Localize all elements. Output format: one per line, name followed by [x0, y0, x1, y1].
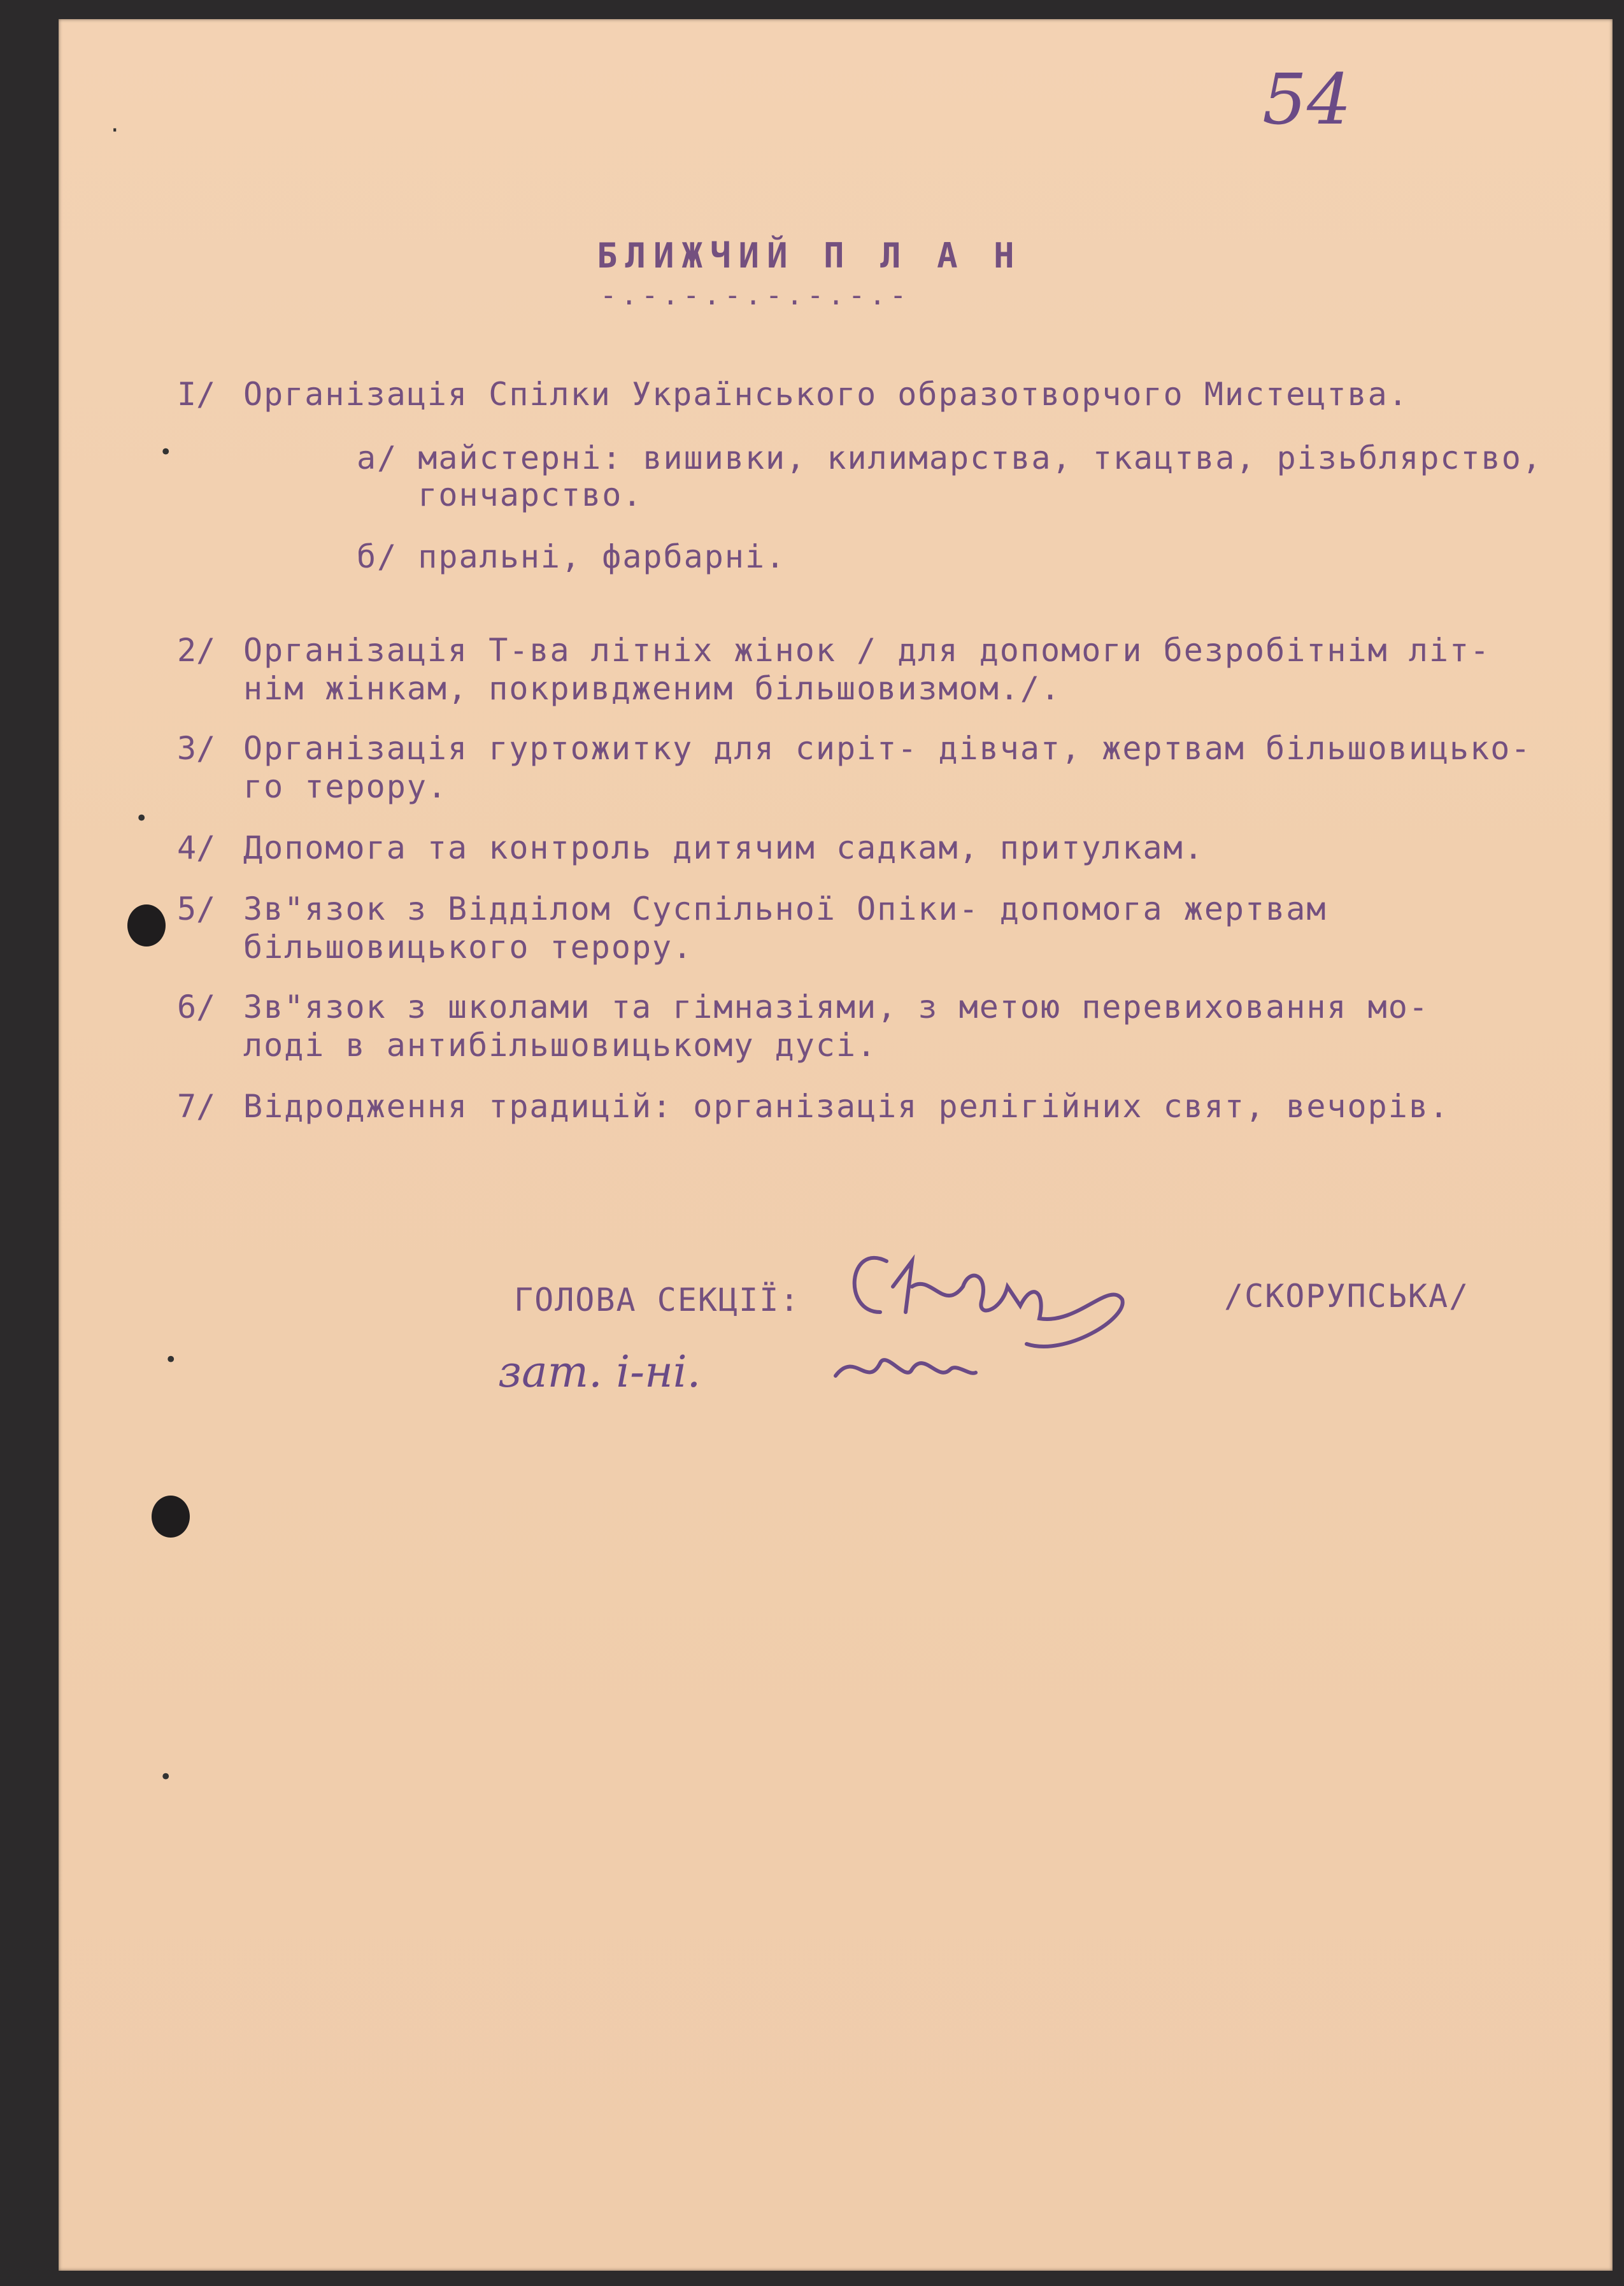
title-underline: -.-.-.-.-.-.-.-: [600, 279, 911, 311]
binding-hole: [152, 1496, 190, 1538]
margin-mark: •: [159, 439, 173, 465]
signatory-name: /СКОРУПСЬКА/: [1224, 1278, 1470, 1315]
margin-mark: ·: [108, 118, 122, 143]
item-text: Зв"язок з Відділом Суспільної Опіки- допомога жертвам: [243, 890, 1327, 927]
item-number: 7/: [177, 1088, 216, 1125]
signature-label: ГОЛОВА СЕКЦІЇ:: [514, 1282, 801, 1318]
subitem-text: гончарство.: [357, 476, 643, 513]
item-text: лоді в антибільшовицькому дусі.: [243, 1027, 878, 1064]
item-text: Організація Т-ва літніх жінок / для допомоги безробітнім літ-: [243, 632, 1491, 669]
margin-mark: •: [164, 1347, 178, 1373]
item-number: 2/: [177, 632, 216, 669]
item-text: Допомога та контроль дитячим садкам, притулкам.: [243, 829, 1204, 866]
subitem-text: а/ майстерні: вишивки, килимарства, ткацтва, різьблярство,: [357, 439, 1542, 476]
item-text: Зв"язок з школами та гімназіями, з метою перевиховання мо-: [243, 989, 1429, 1025]
item-number: 6/: [177, 989, 216, 1025]
handwritten-initials: [829, 1338, 995, 1401]
item-number: I/: [177, 376, 216, 413]
handwritten-annotation: зат. і-ні.: [498, 1347, 701, 1397]
margin-mark: •: [135, 806, 148, 831]
item-text: більшовицького терору.: [243, 929, 694, 966]
margin-mark: •: [159, 1764, 173, 1790]
item-text: Відродження традицій: організація релігійних свят, вечорів.: [243, 1088, 1450, 1125]
item-number: 5/: [177, 890, 216, 927]
item-number: 3/: [177, 730, 216, 767]
binding-hole: [127, 904, 166, 947]
handwritten-signature: [836, 1217, 1218, 1357]
item-number: 4/: [177, 829, 216, 866]
page-number: 54: [1262, 59, 1351, 140]
document-sheet: [59, 19, 1613, 2271]
document-title: БЛИЖЧИЙ П Л А Н: [597, 236, 1022, 276]
item-text: го терору.: [243, 768, 448, 805]
item-text: Організація Спілки Українського образотворчого Мистецтва.: [243, 376, 1409, 413]
item-text: Організація гуртожитку для сиріт- дівчат, жертвам більшовицько-: [243, 730, 1532, 767]
item-text: нім жінкам, покривдженим більшовизмом./.: [243, 670, 1062, 707]
subitem-text: б/ пральні, фарбарні.: [357, 538, 787, 575]
